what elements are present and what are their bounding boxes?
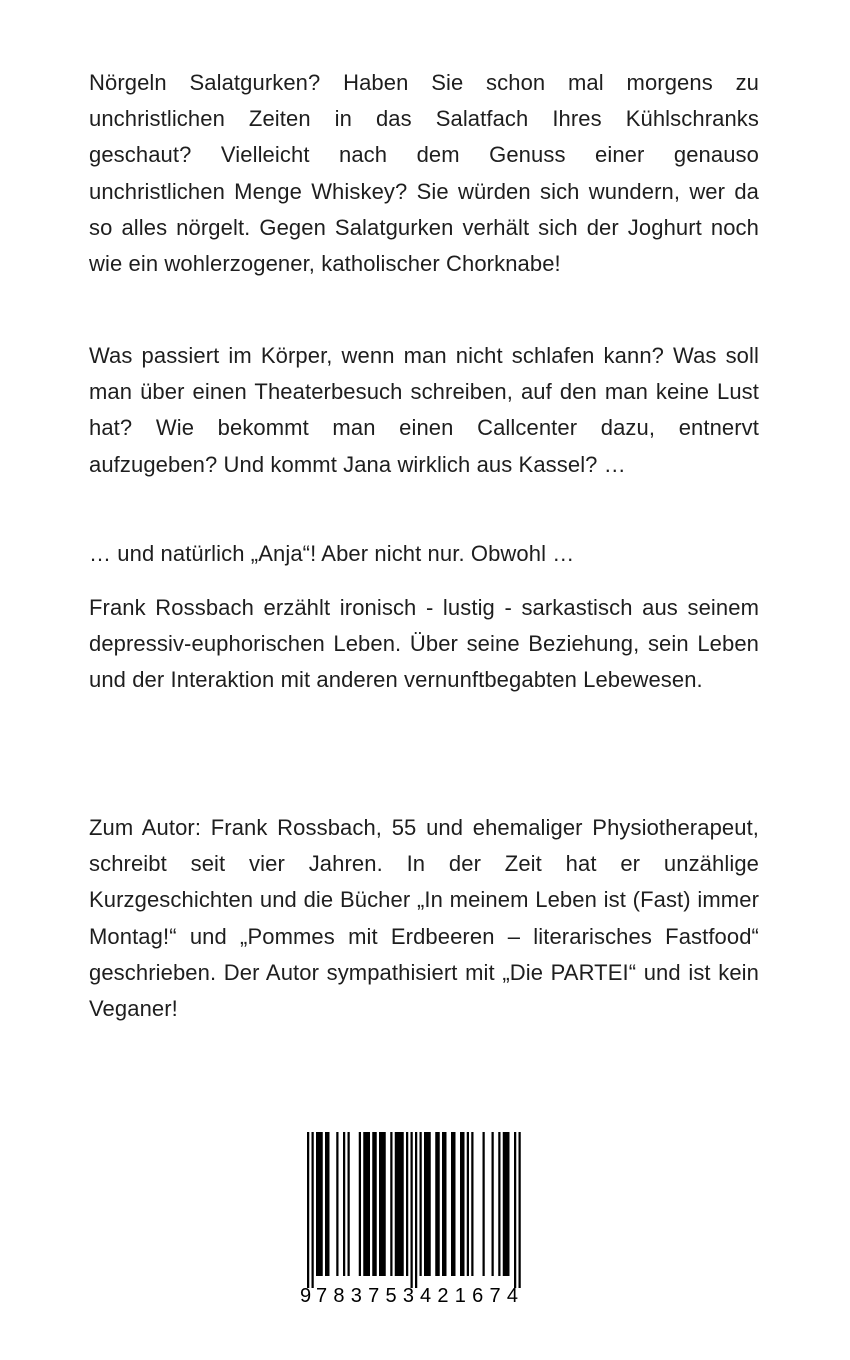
- barcode-bar: [492, 1132, 494, 1276]
- barcode-bar: [451, 1132, 456, 1276]
- isbn-left-group: 783753: [316, 1285, 414, 1306]
- barcode-bar: [390, 1132, 392, 1276]
- barcode-bar: [442, 1132, 447, 1276]
- barcode-bar: [467, 1132, 469, 1276]
- barcode-guard-bar: [411, 1132, 413, 1288]
- isbn-right-group: 421674: [420, 1285, 518, 1306]
- barcode-bar: [471, 1132, 473, 1276]
- author-bio-text: Zum Autor: Frank Rossbach, 55 und ehemaliger Physiotherapeut, schreibt seit vier Jahren. In der Zeit hat er unzählige Kurzgeschichten und die Bücher „In meinem Leben ist (Fast) immer Montag!“ und „Pommes mit Erdbeeren – literarisches Fastfood“ geschrieben. Der Autor sympathisiert mit „Die PARTEI“ und ist kein Veganer!: [89, 815, 759, 1022]
- blurb-paragraph-2: [89, 338, 759, 483]
- barcode-bar: [503, 1132, 510, 1276]
- barcode-graphic: [296, 1126, 530, 1306]
- isbn-barcode: [296, 1126, 530, 1306]
- barcode-guard-bar: [307, 1132, 309, 1288]
- barcode-bar: [316, 1132, 323, 1276]
- barcode-guard-bar: [312, 1132, 314, 1288]
- barcode-bar: [395, 1132, 404, 1276]
- barcode-bar: [483, 1132, 485, 1276]
- isbn-first-digit: 9: [300, 1285, 312, 1306]
- barcode-bars: [307, 1132, 521, 1288]
- blurb-text-1: Nörgeln Salatgurken? Haben Sie schon mal morgens zu unchristlichen Zeiten in das Salatfach Ihres Kühlschranks geschaut? Vielleicht nach dem Genuss einer genauso unchristlichen Menge Whiskey? Sie würden sich wundern, wer da so alles nörgelt. Gegen Salatgurken verhält sich der Joghurt noch wie ein wohlerzogener, katholischer Chorknabe!: [89, 70, 759, 277]
- barcode-bar: [498, 1132, 500, 1276]
- barcode-guard-bar: [519, 1132, 521, 1288]
- barcode-bar: [372, 1132, 377, 1276]
- blurb-paragraph-1: [89, 65, 759, 282]
- barcode-bar: [460, 1132, 465, 1276]
- barcode-guard-bar: [415, 1132, 417, 1288]
- barcode-bar: [420, 1132, 422, 1276]
- barcode-bar: [363, 1132, 370, 1276]
- barcode-bar: [379, 1132, 386, 1276]
- author-bio-paragraph: [89, 810, 759, 1027]
- barcode-bar: [343, 1132, 345, 1276]
- blurb-paragraph-4: [89, 590, 759, 699]
- barcode-bar: [325, 1132, 330, 1276]
- barcode-bar: [336, 1132, 338, 1276]
- barcode-bar: [406, 1132, 408, 1276]
- blurb-text-2: Was passiert im Körper, wenn man nicht schlafen kann? Was soll man über einen Theaterbesuch schreiben, auf den man keine Lust hat? Wie bekommt man einen Callcenter dazu, entnervt aufzugeben? Und kommt Jana wirklich aus Kassel? …: [89, 343, 759, 477]
- barcode-bar: [424, 1132, 431, 1276]
- barcode-bar: [348, 1132, 350, 1276]
- blurb-text-4: Frank Rossbach erzählt ironisch - lustig - sarkastisch aus seinem depressiv-euphorischen Leben. Über seine Beziehung, sein Leben und der Interaktion mit anderen vernunftbegabten Lebewesen.: [89, 595, 759, 693]
- blurb-paragraph-3: [89, 536, 759, 572]
- barcode-bar: [435, 1132, 440, 1276]
- barcode-guard-bar: [514, 1132, 516, 1288]
- blurb-text-3: … und natürlich „Anja“! Aber nicht nur. Obwohl …: [89, 541, 575, 566]
- barcode-bar: [359, 1132, 361, 1276]
